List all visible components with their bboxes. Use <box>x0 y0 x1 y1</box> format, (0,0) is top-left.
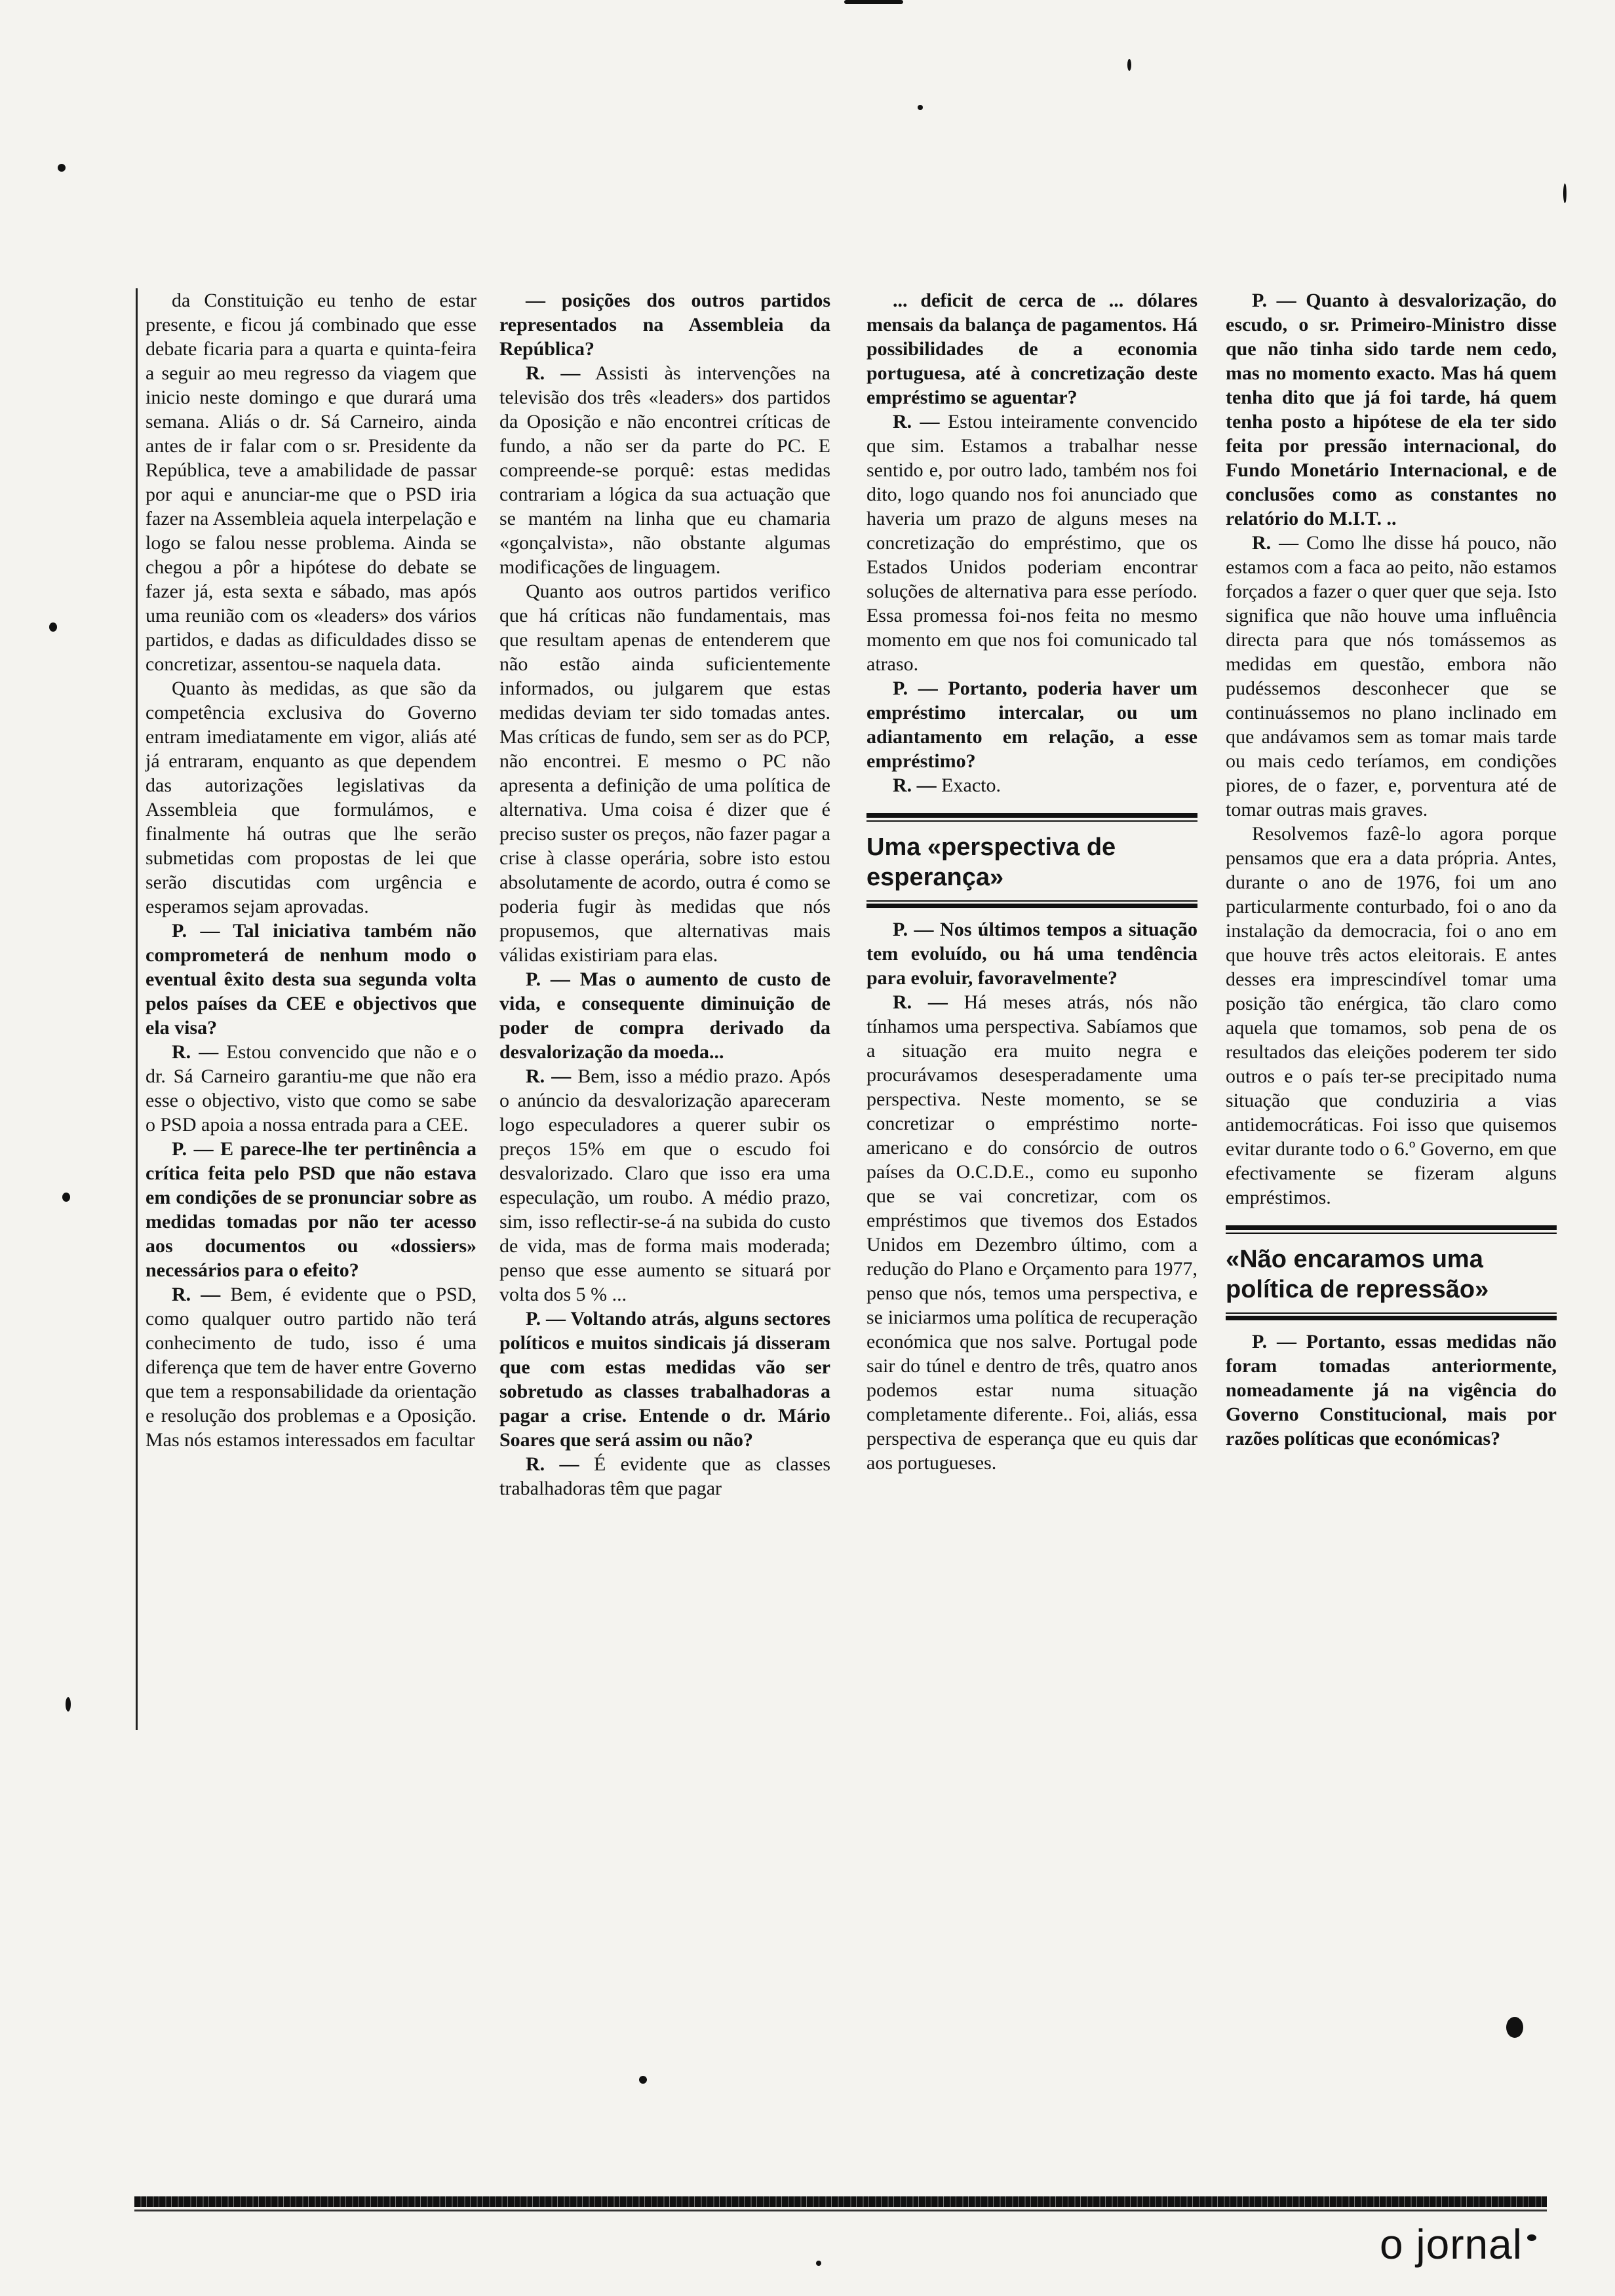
scan-speck <box>49 622 57 632</box>
speaker-label: P. — <box>172 920 220 942</box>
interview-answer <box>1226 531 1557 822</box>
interview-question <box>1226 288 1557 531</box>
paragraph-text: Resolvemos fazê-lo agora porque pensamos que era a data própria. Antes, durante o ano de 1976, foi um ano particularmente conturbado, foi o ano da instalação da democracia, foi o ano em que houve três actos eleitorais. E antes desses era imprescindível tomar uma posição tão enérgica, tão claro como aquela que tomamos, sob pena de os resultados das eleições poderem ter sido outros e o país ter-se precipitado numa situação que conduziria a vias antidemocráticas. Foi isso que quisemos evitar durante todo o 6.º Governo, em que efectivamente se fizeram alguns empréstimos. <box>1226 823 1557 1208</box>
speaker-label: R. — <box>526 1065 572 1087</box>
speaker-label: R. — <box>172 1284 221 1305</box>
speaker-label: R. — <box>1252 532 1299 554</box>
interview-question <box>866 917 1197 990</box>
footer-rule-thin <box>134 2210 1547 2211</box>
interview-answer <box>866 990 1197 1475</box>
headline-rule <box>1226 1312 1557 1314</box>
interview-answer <box>146 1282 477 1452</box>
column-3 <box>866 288 1197 1475</box>
paragraph-text: da Constituição eu tenho de estar presente, e ficou já combinado que esse debate ficaria para a quarta e quinta-feira a seguir ao meu regresso da viagem que inicio neste domingo e que durará uma semana. Aliás o dr. Sá Carneiro, ainda antes de ir falar com o sr. Presidente da República, teve a amabilidade de passar por aqui e anunciar-me que o PSD iria fazer na Assembleia aquela interpelação e logo se falou nesse problema. Ainda se chegou a pôr a hipótese do debate se fazer já, esta sexta e sábado, mas após uma reunião com os «leaders» dos vários partidos, e dadas as dificuldades disso se concretizar, assentou-se naquela data. <box>146 290 477 675</box>
scan-speck <box>844 0 903 4</box>
scan-speck <box>1563 183 1566 203</box>
paragraph-text: Há meses atrás, nós não tínhamos uma perspectiva. Sabíamos que a situação era muito negra e procurávamos desesperadamente uma perspectiva. Neste momento, se se concretizar o empréstimo norte-americano e do consórcio de outros países da O.C.D.E., como eu suponho que se vai concretizar, com os empréstimos que tivemos dos Estados Unidos em Dezembro último, com a redução do Plano e Orçamento para 1977, penso que nós, temos uma perspectiva, e se iniciarmos uma política de recuperação económica que nos salve. Portugal pode sair do túnel e dentro de três, quatro anos podemos estar numa situação completamente diferente.. Foi, aliás, essa perspectiva de esperança que eu quis dar aos portugueses. <box>866 991 1197 1474</box>
speaker-label: P. — <box>526 1308 566 1330</box>
interview-answer <box>866 773 1197 797</box>
interview-answer <box>146 1040 477 1137</box>
scan-speck <box>62 1193 70 1202</box>
interview-answer <box>866 410 1197 676</box>
interview-question <box>499 288 830 361</box>
interview-answer <box>499 361 830 579</box>
paragraph-text: Quanto aos outros partidos verifico que há críticas não fundamentais, mas que resultam apenas de entenderem que não estão ainda suficientemente informados, ou julgarem que estas medidas deviam ter sido tomadas antes. Mas críticas de fundo, sem ser as do PCP, não encontrei. E mesmo o PC não apresenta a definição de uma política de alternativa. Uma coisa é dizer que é preciso suster os preços, não fazer pagar a crise à classe operária, sobre isto estou absolutamente de acordo, outra é como se poderia fugir às medidas que nós propusemos, que alternativas mais válidas existiriam para elas. <box>499 581 830 966</box>
scan-speck <box>1527 2234 1536 2241</box>
paragraph-text: Quanto à desvalorização, do escudo, o sr. Primeiro-Ministro disse que não tinha sido tarde nem cedo, mas no momento exacto. Mas há quem tenha dito que já foi tarde, há quem tenha posto a hipótese de ela ter sido feita por pressão internacional, do Fundo Monetário Internacional, e de conclusões como as constantes no relatório do M.I.T. .. <box>1226 290 1557 529</box>
speaker-label: R. — <box>893 991 948 1013</box>
paragraph-text: Mas o aumento de custo de vida, e consequente diminuição de poder de compra derivado da desvalorização da moeda... <box>499 968 831 1063</box>
speaker-label: P. — <box>893 919 934 940</box>
speaker-label: P. — <box>526 968 570 990</box>
speaker-label: R. — <box>893 775 937 796</box>
paragraph-text: Como lhe disse há pouco, não estamos com a faca ao peito, não estamos forçados a fazer o quer quer que seja. Isto significa que não houve uma influência directa para que nós tomássemos as medidas em questão, embora não pudéssemos desconhecer que se continuássemos no plano inclinado em que andávamos sem as tomar mais tarde ou mais cedo teríamos, em condições piores, de o fazer, e, porventura até de tomar outras mais graves. <box>1226 532 1557 820</box>
body-paragraph <box>146 676 477 919</box>
column-2 <box>499 288 830 1501</box>
headline-rule <box>866 820 1197 822</box>
body-paragraph <box>499 579 830 967</box>
section-headline-box <box>1226 1225 1557 1320</box>
section-headline-box <box>866 813 1197 908</box>
paragraph-text: Portanto, poderia haver um empréstimo intercalar, ou um adiantamento em relação, a esse empréstimo? <box>866 678 1198 772</box>
speaker-label: P. — <box>172 1138 214 1160</box>
speaker-label: R. — <box>172 1041 219 1063</box>
headline-rule <box>866 900 1197 902</box>
scan-speck <box>1127 59 1131 71</box>
scan-speck <box>816 2261 821 2266</box>
paragraph-text: Estou inteiramente convencido que sim. Estamos a trabalhar nesse sentido e, por outro lado, também nos foi dito, logo quando nos foi anunciado que haveria um prazo de alguns meses na concretização do empréstimo, que os Estados Unidos poderiam encontrar soluções de alternativa para esse período. Essa promessa foi-nos feita no mesmo momento em que nos foi comunicado tal atraso. <box>866 411 1198 675</box>
interview-question <box>866 288 1197 410</box>
scan-speck <box>639 2076 647 2084</box>
interview-question <box>1226 1330 1557 1451</box>
headline-rule <box>1226 1233 1557 1234</box>
column-4 <box>1226 288 1557 1451</box>
section-headline: «Não encaramos uma política de repressão» <box>1226 1246 1489 1303</box>
publication-logo: o jornal <box>1380 2221 1523 2268</box>
speaker-label: R. — <box>893 411 940 432</box>
paragraph-text: Exacto. <box>941 775 1001 796</box>
interview-question <box>866 676 1197 773</box>
headline-rule <box>1226 1316 1557 1320</box>
section-headline: Uma «perspectiva de esperança» <box>866 833 1116 891</box>
paragraph-text: Tal iniciativa também não comprometerá de nenhum modo o eventual êxito desta sua segunda volta pelos países da CEE e objectivos que ela visa? <box>146 920 477 1039</box>
interview-answer <box>499 1064 830 1307</box>
paragraph-text: — posições dos outros partidos representados na Assembleia da República? <box>499 290 830 360</box>
speaker-label: P. — <box>1252 1331 1296 1352</box>
speaker-label: P. — <box>893 678 938 699</box>
column-1 <box>146 288 477 1452</box>
interview-question <box>146 919 477 1040</box>
body-paragraph <box>1226 822 1557 1210</box>
scan-speck <box>58 164 66 172</box>
paragraph-text: Portanto, essas medidas não foram tomadas anteriormente, nomeadamente já na vigência do Governo Constitucional, mais por razões políticas que económicas? <box>1226 1331 1557 1449</box>
interview-question <box>499 967 830 1064</box>
scan-speck <box>918 105 923 110</box>
paragraph-text: Voltando atrás, alguns sectores políticos e muitos sindicais já disseram que com estas medidas vão ser sobretudo as classes trabalhadoras a pagar a crise. Entende o dr. Mário Soares que será assim ou não? <box>499 1308 830 1451</box>
paragraph-text: ... deficit de cerca de ... dólares mensais da balança de pagamentos. Há possibilidades de a economia portuguesa, até à concretização deste empréstimo se aguentar? <box>866 290 1197 408</box>
paragraph-text: Bem, é evidente que o PSD, como qualquer outro partido não terá conhecimento de tudo, isso é uma diferença que tem de haver entre Governo que tem a responsabilidade da orientação e resolução dos problemas e a Oposição. Mas nós estamos interessados em facultar <box>146 1284 477 1451</box>
footer-rule-band <box>134 2196 1547 2207</box>
body-paragraph <box>146 288 477 676</box>
headline-rule <box>1226 1225 1557 1230</box>
interview-question <box>146 1137 477 1282</box>
column-divider-left <box>136 288 138 1730</box>
interview-answer <box>499 1452 830 1501</box>
paragraph-text: Nos últimos tempos a situação tem evoluído, ou há uma tendência para evoluir, favoravelmente? <box>866 919 1197 989</box>
scan-speck <box>1506 2017 1523 2038</box>
speaker-label: R. — <box>526 362 581 384</box>
scan-speck <box>66 1697 71 1712</box>
paragraph-text: Assisti às intervenções na televisão dos três «leaders» dos partidos da Oposição e não encontrei críticas de fundo, a não ser da parte do PC. E compreende-se porquê: estas medidas contrariam a lógica da sua actuação que se mantém na linha que eu chamaria «gonçalvista», não obstante algumas modificações de linguagem. <box>499 362 830 578</box>
headline-rule <box>866 813 1197 818</box>
paragraph-text: É evidente que as classes trabalhadoras têm que pagar <box>499 1453 831 1499</box>
paragraph-text: Bem, isso a médio prazo. Após o anúncio da desvalorização apareceram logo especuladores a querer subir os preços 15% em que o escudo foi desvalorizado. Claro que isso era uma especulação, um roubo. A médio prazo, sim, isso reflectir-se-á na subida do custo de vida, mas de forma mais moderada; penso que esse aumento se situará por volta dos 5 % ... <box>499 1065 830 1305</box>
speaker-label: R. — <box>526 1453 579 1475</box>
speaker-label: P. — <box>1252 290 1296 311</box>
headline-rule <box>866 904 1197 908</box>
paragraph-text: Quanto às medidas, as que são da competência exclusiva do Governo entram imediatamente em vigor, aliás até já entraram, enquanto as que dependem das autorizações legislativas da Assembleia que formulámos, e finalmente há outras que lhe serão submetidas com propostas de lei que serão discutidas com urgência e esperamos sejam aprovadas. <box>146 678 477 917</box>
interview-question <box>499 1307 830 1452</box>
paragraph-text: Estou convencido que não e o dr. Sá Carneiro garantiu-me que não era esse o objectivo, visto que como se sabe o PSD apoia a nossa entrada para a CEE. <box>146 1041 477 1136</box>
paragraph-text: E parece-lhe ter pertinência a crítica feita pelo PSD que não estava em condições de se pronunciar sobre as medidas tomadas por não ter acesso aos documentos ou «dossiers» necessários para o efeito? <box>146 1138 477 1281</box>
